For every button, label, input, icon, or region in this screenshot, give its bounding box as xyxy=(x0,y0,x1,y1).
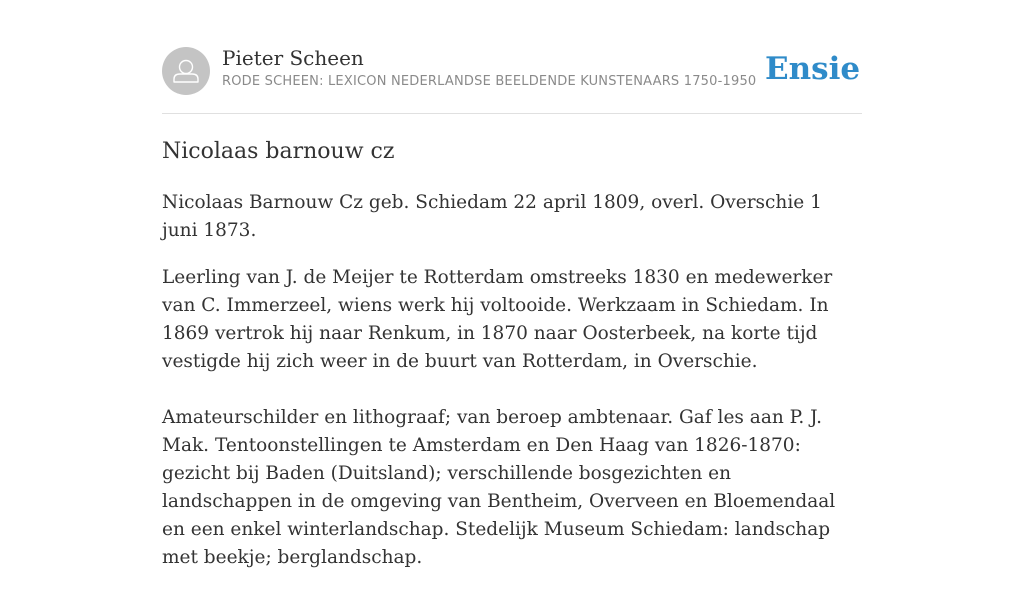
article-paragraph: Leerling van J. de Meijer te Rotterdam omstreeks 1830 en medewerker van C. Immerzeel, wiens werk hij voltooide. Werkzaam in Schiedam. In 1869 vertrok hij naar Renkum, in 1870 naar Oosterbeek, na korte tijd vestigde hij zich weer in de buurt van Rotterdam, in Overschie. xyxy=(162,267,833,372)
article-body xyxy=(162,189,862,600)
article-title: Nicolaas barnouw cz xyxy=(162,139,395,164)
header-divider xyxy=(162,113,862,114)
article-paragraph: Amateurschilder en lithograaf; van beroep ambtenaar. Gaf les aan P. J. Mak. Tentoonstellingen te Amsterdam en Den Haag van 1826-1870: gezicht bij Baden (Duitsland); verschillende bosgezichten en landschappen in de omgeving van Bentheim, Overveen en Bloemendaal en een enkel winterlandschap. Stedelijk Museum Schiedam: landschap met beekje; berglandschap. xyxy=(162,407,836,568)
author-avatar[interactable] xyxy=(162,47,210,95)
article-intro: Nicolaas Barnouw Cz geb. Schiedam 22 april 1809, overl. Overschie 1 juni 1873. xyxy=(162,192,822,241)
source-name[interactable]: RODE SCHEEN: LEXICON NEDERLANDSE BEELDENDE KUNSTENAARS 1750-1950 xyxy=(222,74,757,89)
author-name[interactable]: Pieter Scheen xyxy=(222,46,364,70)
user-icon xyxy=(162,47,210,95)
header xyxy=(162,46,862,96)
ensie-logo[interactable]: Ensie xyxy=(765,51,861,87)
